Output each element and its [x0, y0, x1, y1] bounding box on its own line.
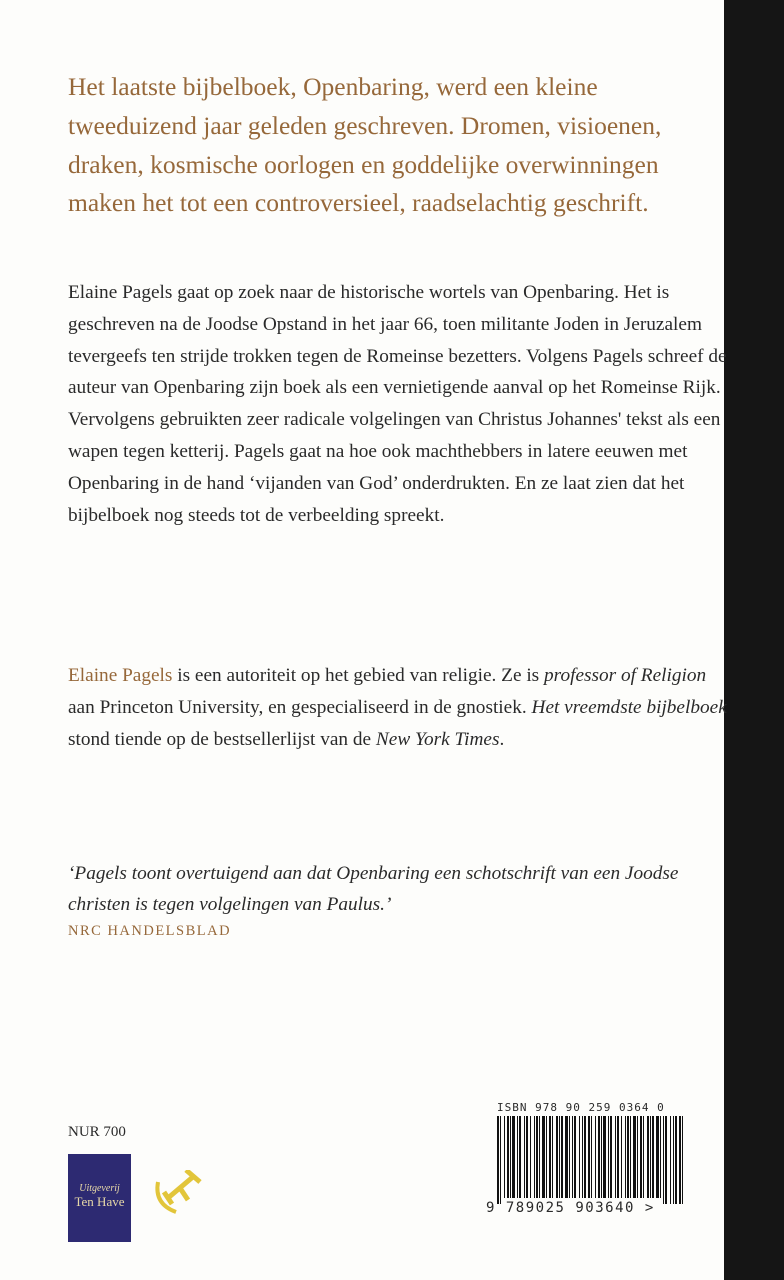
- barcode-bar: [582, 1116, 583, 1198]
- barcode-bar: [679, 1116, 681, 1204]
- barcode-bar: [534, 1116, 535, 1198]
- barcode-bar: [640, 1116, 642, 1198]
- newspaper-title: New York Times: [375, 728, 500, 750]
- publisher-logo: [68, 1154, 131, 1242]
- barcode-bar: [637, 1116, 638, 1198]
- barcode-bar: [552, 1116, 553, 1198]
- barcode-bar: [561, 1116, 563, 1198]
- barcode-bar: [512, 1116, 515, 1198]
- quote-source: NRC HANDELSBLAD: [68, 923, 232, 939]
- author-bio: [68, 660, 728, 755]
- barcode-bar: [670, 1116, 671, 1204]
- barcode-bar: [584, 1116, 586, 1198]
- barcode-bar: [621, 1116, 622, 1198]
- barcode-bar: [617, 1116, 619, 1198]
- barcode-bar: [497, 1116, 499, 1204]
- barcode-bar: [546, 1116, 547, 1198]
- bio-italic: professor of Religion: [544, 665, 707, 686]
- publisher-line1: Uitgeverij: [79, 1183, 120, 1194]
- bio-text: .: [499, 728, 505, 750]
- barcode-bar: [519, 1116, 521, 1198]
- barcode-bar: [588, 1116, 590, 1198]
- barcode-bar: [675, 1116, 677, 1204]
- barcode-bar: [572, 1116, 573, 1198]
- barcode-bar: [559, 1116, 560, 1198]
- barcode-bar: [524, 1116, 525, 1198]
- barcode-bar: [569, 1116, 570, 1198]
- bio-text: stond tiende op de bestsellerlijst van de: [68, 728, 376, 750]
- barcode-bar: [500, 1116, 501, 1204]
- barcode-bar: [682, 1116, 683, 1204]
- barcode-bar: [647, 1116, 649, 1198]
- barcode-bar: [530, 1116, 531, 1198]
- barcode-bar: [627, 1116, 629, 1198]
- barcode-bar: [539, 1116, 540, 1198]
- barcode-bar: [556, 1116, 558, 1198]
- barcode-bar: [591, 1116, 592, 1198]
- book-title: Het vreemdste bijbelboek: [531, 696, 727, 718]
- book-spine: [724, 0, 784, 1280]
- barcode-bar: [526, 1116, 528, 1198]
- nur-code: NUR 700: [68, 1124, 126, 1140]
- barcode-bar: [536, 1116, 538, 1198]
- description: [68, 277, 728, 531]
- barcode-bar: [565, 1116, 568, 1198]
- barcode-bar: [595, 1116, 596, 1198]
- publisher-h-icon: [150, 1170, 210, 1220]
- barcode-bar: [517, 1116, 518, 1198]
- lead-paragraph: Het laatste bijbelboek, Openbaring, werd een kleine tweeduizend jaar geleden geschreven. Dromen, visioenen, draken, kosmische oorlogen en goddelijke overwinningen maken het tot een controversieel, raadselachtig geschrift.: [68, 72, 662, 218]
- barcode-bar: [601, 1116, 602, 1198]
- barcode-bar: [633, 1116, 636, 1198]
- barcode-bar: [610, 1116, 612, 1198]
- barcode-bar: [603, 1116, 606, 1198]
- bio-text: aan Princeton University, en gespecialiseerd in de gnostiek.: [68, 696, 532, 718]
- publisher-name: Ten Have: [74, 1194, 125, 1209]
- barcode-bar: [608, 1116, 609, 1198]
- barcode-bar: [652, 1116, 654, 1198]
- barcode-bar: [504, 1116, 505, 1198]
- barcode-bar: [660, 1116, 661, 1198]
- barcode-bar: [630, 1116, 631, 1198]
- barcode-bar: [673, 1116, 674, 1204]
- barcode-bar: [542, 1116, 545, 1198]
- barcode-bar: [663, 1116, 664, 1204]
- barcode-bar: [625, 1116, 626, 1198]
- ean-number: 9 789025 903640 >: [486, 1200, 655, 1216]
- barcode-bar: [665, 1116, 667, 1204]
- barcode-bar: [579, 1116, 580, 1198]
- barcode-bar: [549, 1116, 551, 1198]
- description-paragraph: Elaine Pagels gaat op zoek naar de historische wortels van Openbaring. Het is geschreven na de Joodse Opstand in het jaar 66, toen militante Joden in Jeruzalem tevergeefs ten strijde trokken tegen de Romeinse bezetters. Volgens Pagels schreef de auteur van Openbaring zijn boek als een vernietigende aanval op het Romeinse Rijk.: [68, 282, 727, 399]
- barcode-bar: [615, 1116, 616, 1198]
- description-paragraph: Vervolgens gebruikten zeer radicale volgelingen van Christus Johannes' tekst als een wapen tegen ketterij. Pagels gaat na hoe ook machthebbers in latere eeuwen met Openbaring in de hand ‘vijanden van God’ onderdrukten. En ze laat zien dat het bijbelboek nog steeds tot de verbeelding spreekt.: [68, 409, 721, 526]
- isbn-text: ISBN 978 90 259 0364 0: [497, 1101, 665, 1114]
- barcode: [497, 1116, 687, 1204]
- barcode-bar: [507, 1116, 509, 1198]
- barcode-bar: [574, 1116, 576, 1198]
- barcode-bar: [510, 1116, 511, 1198]
- review-quote: ‘Pagels toont overtuigend aan dat Openbaring een schotschrift van een Joodse christen is tegen volgelingen van Paulus.’: [68, 863, 679, 915]
- author-name: Elaine Pagels: [68, 665, 173, 686]
- barcode-bar: [656, 1116, 659, 1198]
- barcode-bar: [650, 1116, 651, 1198]
- barcode-bar: [643, 1116, 644, 1198]
- bio-text: is een autoriteit op het gebied van religie. Ze is: [172, 665, 545, 686]
- barcode-bar: [598, 1116, 600, 1198]
